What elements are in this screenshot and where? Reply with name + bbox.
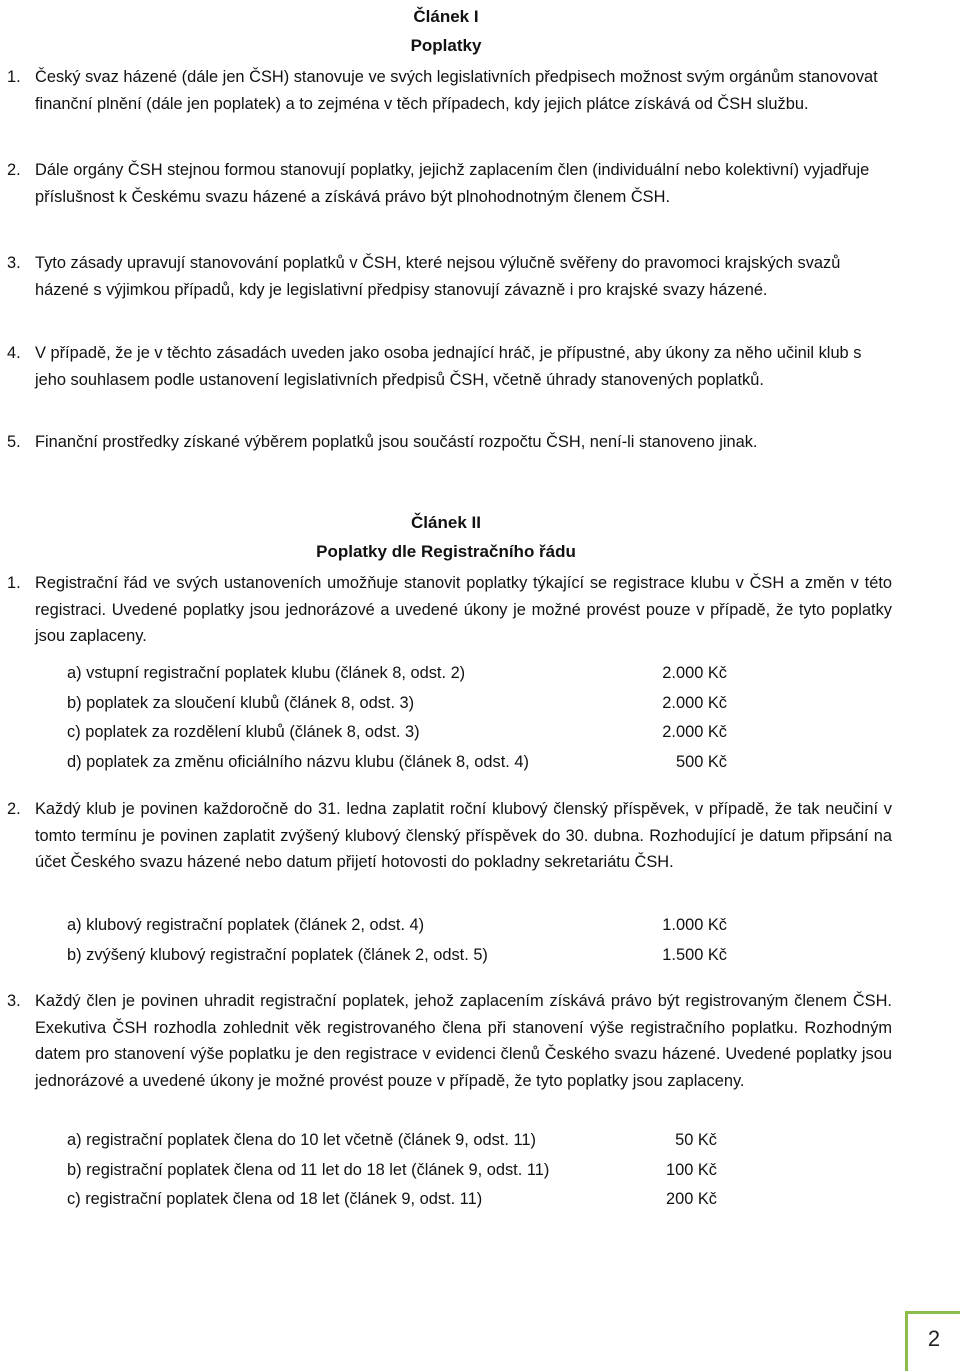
paragraph-number: 4.: [7, 344, 21, 362]
paragraph-text: Tyto zásady upravují stanovování poplatků v ČSH, které nejsou výlučně svěřeny do pravomoci krajských svazů házené s výjimkou případů, kdy je legislativní předpisy stanovují závazně i pro krajské svazy házené.: [35, 254, 841, 299]
paragraph-text: Každý klub je povinen každoročně do 31. ledna zaplatit roční klubový členský příspěvek, v případě, že tak neučiní v tomto termínu je povinen zaplatit zvýšený klubový členský příspěvek do 30. dubna. Rozhodující je datum připsání na účet Českého svazu házené nebo datum přijetí hotovosti do pokladny sekretariátu ČSH.: [35, 800, 892, 872]
paragraph-number: 2.: [7, 800, 21, 818]
paragraph-number: 1.: [7, 574, 21, 592]
paragraph-text: Registrační řád ve svých ustanoveních umožňuje stanovit poplatky týkající se registrace klubu v ČSH a změn v této registraci. Uvedené poplatky jsou jednorázové a uvedené úkony je možné provést pouze v případě, že tyto poplatky jsou zaplaceny.: [35, 574, 892, 646]
paragraph-number: 3.: [7, 254, 21, 272]
fee-label: b) registrační poplatek člena od 11 let do 18 let (článek 9, odst. 11): [67, 1160, 550, 1179]
paragraph-text: Dále orgány ČSH stejnou formou stanovují poplatky, jejichž zaplacením člen (individuální nebo kolektivní) vyjadřuje příslušnost k Českému svazu házené a získává právo být plnohodnotným členem ČSH.: [35, 161, 870, 206]
page-number-box: [905, 1311, 960, 1371]
section-1-title: Článek I: [413, 7, 479, 26]
section-2-paragraph-2: [7, 796, 892, 876]
fee-amount: 2.000 Kč: [662, 693, 727, 712]
page-number: 2: [927, 1326, 941, 1351]
paragraph-number: 3.: [7, 992, 21, 1010]
fee-label: a) vstupní registrační poplatek klubu (článek 8, odst. 2): [67, 664, 466, 682]
fee-label: b) poplatek za sloučení klubů (článek 8, odst. 3): [67, 693, 415, 712]
section-1-heading: [0, 2, 892, 60]
fee-amount: 100 Kč: [665, 1160, 717, 1179]
fee-amount: 50 Kč: [675, 1131, 717, 1149]
paragraph-text: Český svaz házené (dále jen ČSH) stanovuje ve svých legislativních předpisech možnost svým orgánům stanovovat finanční plnění (dále jen poplatek) a to zejména v těch případech, kdy jejich plátce získává od ČSH službu.: [35, 68, 878, 113]
paragraph-number: 5.: [7, 433, 21, 451]
paragraph-number: 2.: [7, 161, 21, 179]
paragraph-text: V případě, že je v těchto zásadách uveden jako osoba jednající hráč, je přípustné, aby úkony za něho učinil klub s jeho souhlasem podle ustanovení legislativních předpisů ČSH, včetně úhrady stanovených poplatků.: [35, 344, 862, 389]
section-1-paragraph-1: [7, 64, 892, 117]
fee-label: c) registrační poplatek člena od 18 let (článek 9, odst. 11): [67, 1190, 483, 1208]
paragraph-number: 1.: [7, 68, 21, 86]
fee-amount: 1.000 Kč: [662, 916, 727, 934]
fee-label: b) zvýšený klubový registrační poplatek (článek 2, odst. 5): [67, 945, 488, 964]
section-1-paragraph-5: [7, 429, 892, 456]
fee-label: a) registrační poplatek člena do 10 let včetně (článek 9, odst. 11): [67, 1131, 536, 1149]
section-1-paragraph-2: [7, 157, 892, 210]
fee-amount: 200 Kč: [665, 1190, 717, 1208]
section-1-paragraph-4: [7, 340, 892, 393]
section-2-heading: [0, 508, 892, 566]
fee-amount: 2.000 Kč: [662, 664, 727, 682]
section-1-paragraph-3: [7, 250, 892, 303]
section-2-subtitle: Poplatky dle Registračního řádu: [316, 542, 576, 561]
section-1-subtitle: Poplatky: [410, 36, 482, 55]
fee-amount: 500 Kč: [675, 752, 727, 771]
fee-label: c) poplatek za rozdělení klubů (článek 8, odst. 3): [67, 723, 420, 741]
section-2-title: Článek II: [411, 513, 481, 532]
fee-label: a) klubový registrační poplatek (článek 2, odst. 4): [67, 916, 425, 934]
section-2-paragraph-1: [7, 570, 892, 650]
section-2-paragraph-3: [7, 988, 892, 1094]
paragraph-text: Každý člen je povinen uhradit registrační poplatek, jehož zaplacením získává právo být registrovaným členem ČSH. Exekutiva ČSH rozhodla zohlednit věk registrovaného člena při stanovení výše registračního poplatku. Rozhodným datem pro stanovení výše poplatku je den registrace v evidenci členů Českého svazu házené. Uvedené poplatky jsou jednorázové a uvedené úkony je možné provést pouze v případě, že tyto poplatky jsou zaplaceny.: [35, 992, 892, 1090]
paragraph-text: Finanční prostředky získané výběrem poplatků jsou součástí rozpočtu ČSH, není-li stanoveno jinak.: [35, 433, 758, 451]
fee-amount: 2.000 Kč: [662, 723, 727, 741]
fee-amount: 1.500 Kč: [662, 945, 727, 964]
fee-label: d) poplatek za změnu oficiálního názvu klubu (článek 8, odst. 4): [67, 752, 529, 771]
